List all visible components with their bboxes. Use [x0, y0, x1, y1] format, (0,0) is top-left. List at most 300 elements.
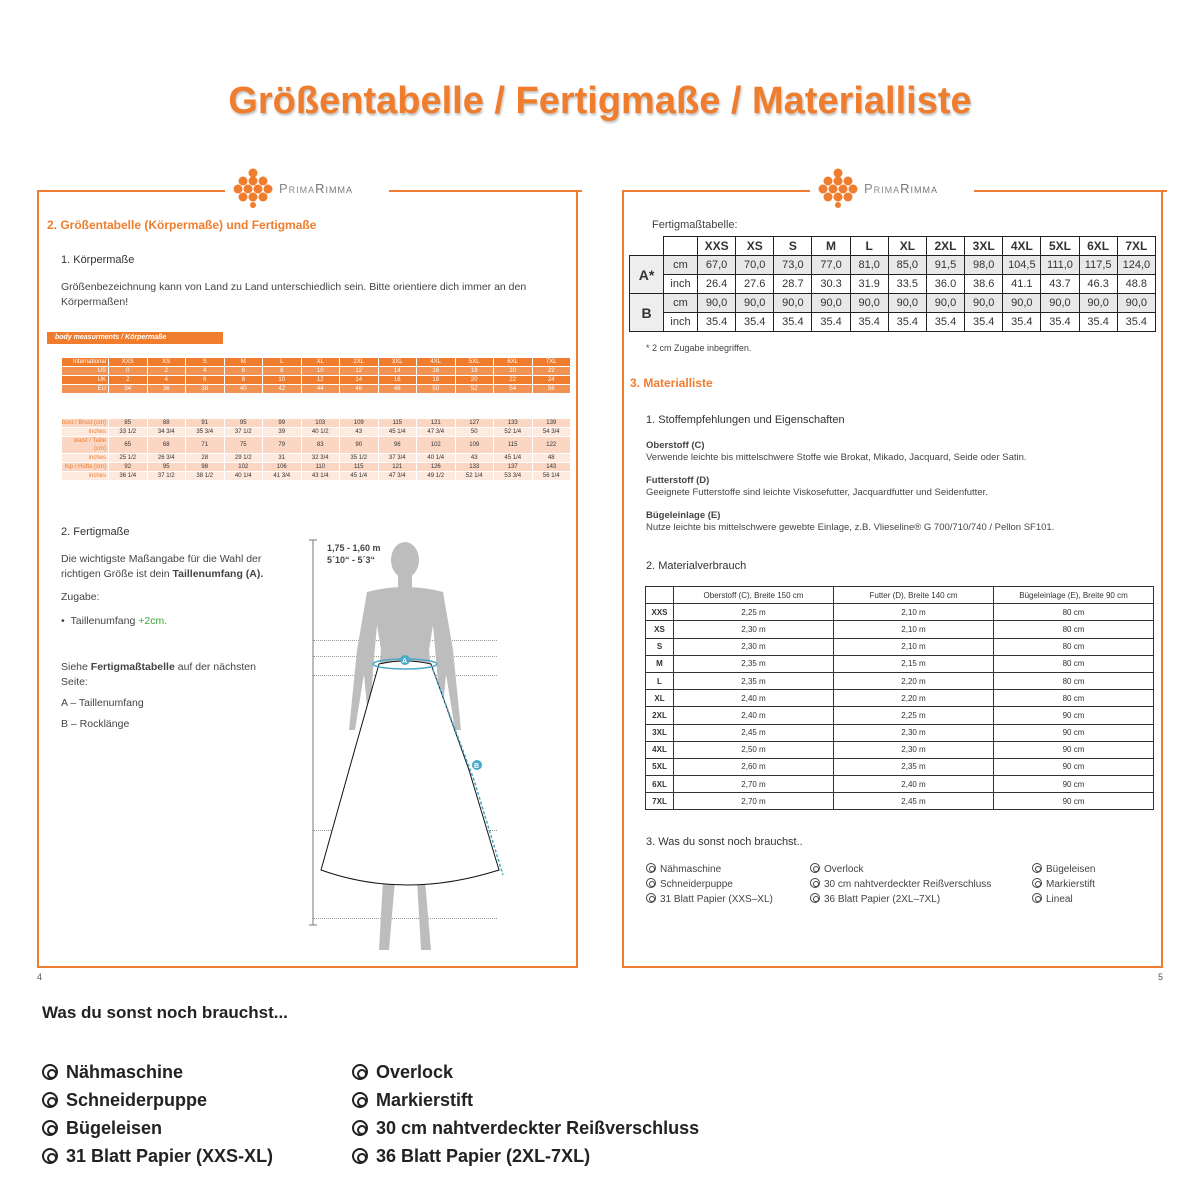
list-item: [810, 892, 991, 907]
list-item-label: 30 cm nahtverdeckter Reißverschluss: [824, 879, 992, 890]
row-header: 6XL: [646, 776, 674, 793]
brand-first: Prima: [864, 180, 901, 196]
table-cell: 102: [417, 437, 455, 453]
fabric-e-text: Nutze leichte bis mittelschwere gewebte Einlage, z.B. Vlieseline® G 700/710/740 / Pellon SF101.: [646, 522, 1055, 534]
body-measures-label: body measurments / Körpermaße: [47, 332, 223, 344]
table-cell: 35.4: [698, 313, 736, 332]
table-cell: 14: [379, 367, 417, 375]
list-item-label: 31 Blatt Papier (XXS-XL): [66, 1146, 274, 1166]
table-row: [646, 758, 1154, 775]
column-header: 4XL: [1003, 237, 1041, 256]
table-corner: [646, 587, 674, 604]
table-cell: 73,0: [774, 256, 812, 275]
table-cell: 0: [109, 367, 147, 375]
table-cell: 54: [494, 385, 532, 393]
fabric-c: [646, 440, 1027, 465]
list-item: [810, 877, 991, 892]
list-item-label: 31 Blatt Papier (XXS–XL): [660, 894, 773, 905]
table-cell: 2,10 m: [834, 621, 994, 638]
body-measures-heading: 1. Körpermaße: [61, 254, 135, 266]
unit-label: inch: [664, 313, 698, 332]
row-header: inches: [62, 454, 108, 462]
column-header: Futter (D), Breite 140 cm: [834, 587, 994, 604]
table-cell: 35.4: [1079, 313, 1117, 332]
row-header: XS: [646, 621, 674, 638]
brand-logo: [227, 168, 357, 208]
list-item-label: 36 Blatt Papier (2XL–7XL): [824, 894, 941, 905]
table-cell: 2,15 m: [834, 655, 994, 672]
fabric-c-text: Verwende leichte bis mittelschwere Stoffe wie Brokat, Mikado, Jacquard, Seide oder Satin.: [646, 452, 1027, 464]
table-corner: [630, 237, 664, 256]
table-corner: [664, 237, 698, 256]
table-cell: 124,0: [1117, 256, 1155, 275]
spiral-bullet-icon: [1032, 893, 1042, 903]
table-cell: 4: [148, 376, 186, 384]
spiral-bullet-icon: [42, 1148, 58, 1164]
table-cell: 37 1/2: [148, 472, 186, 480]
table-row: [646, 604, 1154, 621]
table-cell: 48.8: [1117, 275, 1155, 294]
table-cell: 54 3/4: [533, 428, 571, 436]
table-cell: 77,0: [812, 256, 850, 275]
list-item: [352, 1058, 699, 1086]
table-cell: 90 cm: [994, 793, 1154, 810]
table-cell: XL: [302, 358, 340, 366]
table-cell: 90 cm: [994, 741, 1154, 758]
table-cell: 2,25 m: [674, 604, 834, 621]
table-cell: 49 1/2: [417, 472, 455, 480]
spiral-bullet-icon: [1032, 878, 1042, 888]
finished-measures-text: [61, 552, 291, 582]
table-cell: S: [186, 358, 224, 366]
table-cell: 79: [263, 437, 301, 453]
table-row: [646, 724, 1154, 741]
fabric-d-text: Geeignete Futterstoffe sind leichte Viskosefutter, Jacquardfutter und Seidenfutter.: [646, 487, 988, 499]
table-cell: 104,5: [1003, 256, 1041, 275]
table-cell: 56: [533, 385, 571, 393]
table-cell: 45 1/4: [494, 454, 532, 462]
see-table-text: [61, 660, 281, 690]
table-cell: 2: [148, 367, 186, 375]
table-cell: 133: [456, 463, 494, 471]
spiral-bullet-icon: [42, 1064, 58, 1080]
list-item-label: 30 cm nahtverdeckter Reißverschluss: [376, 1118, 700, 1138]
row-header: UK: [62, 376, 108, 384]
finished-measures-table: [629, 236, 1156, 332]
column-header: XL: [888, 237, 926, 256]
table-cell: 90,0: [1003, 294, 1041, 313]
row-header: 4XL: [646, 741, 674, 758]
table-cell: 52 1/4: [456, 472, 494, 480]
table-cell: 45 1/4: [379, 428, 417, 436]
table-cell: 50: [456, 428, 494, 436]
table-cell: 36: [148, 385, 186, 393]
table-cell: 18: [456, 367, 494, 375]
zugabe-item-label: Taillenumfang: [70, 615, 136, 627]
table-cell: 27.6: [736, 275, 774, 294]
table-cell: 98,0: [965, 256, 1003, 275]
column-header: S: [774, 237, 812, 256]
table-cell: 6: [186, 376, 224, 384]
height-imperial: 5´10“ - 5´3“: [327, 554, 376, 565]
table-cell: 117,5: [1079, 256, 1117, 275]
table-cell: 35.4: [774, 313, 812, 332]
table-cell: 90,0: [698, 294, 736, 313]
table-row: [62, 463, 570, 471]
fabric-c-title: Oberstoff (C): [646, 440, 705, 451]
table-cell: 47 3/4: [417, 428, 455, 436]
list-item-label: Nähmaschine: [66, 1062, 184, 1082]
finished-measures-heading: 2. Fertigmaße: [61, 526, 130, 538]
table-cell: 2,35 m: [674, 655, 834, 672]
table-cell: 8: [263, 367, 301, 375]
list-item: [1032, 862, 1095, 877]
spiral-bullet-icon: [42, 1092, 58, 1108]
table-cell: 26.4: [698, 275, 736, 294]
table-cell: 115: [340, 463, 378, 471]
page-top-border: [622, 190, 810, 192]
table-cell: 53 3/4: [494, 472, 532, 480]
list-item-label: Schneiderpuppe: [660, 879, 733, 890]
table-cell: XXS: [109, 358, 147, 366]
spiral-bullet-icon: [352, 1092, 368, 1108]
list-item: [42, 1114, 273, 1142]
table-cell: 26 3/4: [148, 454, 186, 462]
table-cell: 10: [263, 376, 301, 384]
table-cell: 121: [379, 463, 417, 471]
list-item: [42, 1142, 273, 1170]
table-cell: 50: [417, 385, 455, 393]
table-cell: 42: [263, 385, 301, 393]
table-cell: 92: [109, 463, 147, 471]
row-header: International: [62, 358, 108, 366]
table-cell: 33 1/2: [109, 428, 147, 436]
zugabe-label: Zugabe:: [61, 591, 100, 603]
column-header: 5XL: [1041, 237, 1079, 256]
spiral-bullet-icon: [42, 1120, 58, 1136]
list-item-label: Bügeleisen: [66, 1118, 163, 1138]
table-cell: 40 1/2: [302, 428, 340, 436]
table-cell: 80 cm: [994, 690, 1154, 707]
fabric-d: [646, 475, 988, 500]
table-cell: XS: [148, 358, 186, 366]
table-cell: 121: [417, 419, 455, 427]
brand-name: [279, 181, 353, 196]
table-cell: 90,0: [888, 294, 926, 313]
row-header: waist / Taille (cm): [62, 437, 108, 453]
table-cell: 2,45 m: [834, 793, 994, 810]
table-cell: 2,20 m: [834, 672, 994, 689]
spiral-bullet-icon: [352, 1120, 368, 1136]
table-cell: 2,40 m: [834, 776, 994, 793]
table-cell: 115: [494, 437, 532, 453]
table-header-row: [646, 587, 1154, 604]
main-title: Größentabelle / Fertigmaße / Materialliste: [228, 80, 972, 122]
section-title-size-table: 2. Größentabelle (Körpermaße) und Fertigmaße: [47, 218, 317, 232]
table-cell: 137: [494, 463, 532, 471]
extra-list-col3: [1032, 862, 1095, 907]
list-item-label: Overlock: [376, 1062, 454, 1082]
table-row: [646, 776, 1154, 793]
table-cell: 122: [533, 437, 571, 453]
table-cell: 2,50 m: [674, 741, 834, 758]
table-cell: 2,10 m: [834, 604, 994, 621]
row-header: EU: [62, 385, 108, 393]
table-cell: 20: [456, 376, 494, 384]
table-cell: 70,0: [736, 256, 774, 275]
table-row: [646, 638, 1154, 655]
see-text: Siehe: [61, 661, 91, 673]
column-header: M: [812, 237, 850, 256]
list-item-label: Lineal: [1046, 894, 1073, 905]
row-header: M: [646, 655, 674, 672]
table-row: [646, 690, 1154, 707]
row-header: 5XL: [646, 758, 674, 775]
spiral-bullet-icon: [810, 878, 820, 888]
table-cell: 39: [263, 428, 301, 436]
table-cell: 36 1/4: [109, 472, 147, 480]
table-cell: 133: [494, 419, 532, 427]
table-cell: 37 3/4: [379, 454, 417, 462]
table-row: [62, 437, 570, 453]
table-cell: 109: [340, 419, 378, 427]
table-cell: 2,35 m: [674, 672, 834, 689]
table-cell: 18: [417, 376, 455, 384]
table-cell: 2: [109, 376, 147, 384]
table-cell: 43 1/4: [302, 472, 340, 480]
zugabe-item: • Taillenumfang +2cm.: [61, 615, 168, 627]
table-cell: 6: [225, 367, 263, 375]
table-row: [62, 419, 570, 427]
table-cell: 4: [186, 367, 224, 375]
table-cell: 91: [186, 419, 224, 427]
table-row: [646, 672, 1154, 689]
table-cell: 12: [302, 376, 340, 384]
table-cell: 47 3/4: [379, 472, 417, 480]
list-item-label: Markierstift: [1046, 879, 1095, 890]
table-cell: 2,45 m: [674, 724, 834, 741]
spiral-bullet-icon: [352, 1064, 368, 1080]
table-cell: 85,0: [888, 256, 926, 275]
extra-heading: 3. Was du sonst noch brauchst..: [646, 836, 803, 848]
table-row: [62, 367, 570, 375]
table-cell: 68: [148, 437, 186, 453]
row-header: inches: [62, 428, 108, 436]
table-row: [62, 472, 570, 480]
table-cell: 90,0: [736, 294, 774, 313]
row-header: bust / Brust (cm): [62, 420, 107, 426]
spiral-bullet-icon: [810, 893, 820, 903]
row-header: hip / Hüfte (cm): [62, 463, 108, 471]
table-cell: 41.1: [1003, 275, 1041, 294]
group-label: B: [630, 294, 664, 332]
table-cell: 2,30 m: [834, 724, 994, 741]
table-cell: 88: [148, 419, 186, 427]
list-item-label: Schneiderpuppe: [66, 1090, 208, 1110]
table-cell: 71: [186, 437, 224, 453]
table-cell: 96: [379, 437, 417, 453]
spiral-bullet-icon: [1032, 863, 1042, 873]
table-cell: 80 cm: [994, 638, 1154, 655]
table-cell: 45 1/4: [340, 472, 378, 480]
table-cell: 110: [302, 463, 340, 471]
row-header: 2XL: [646, 707, 674, 724]
table-cell: 127: [456, 419, 494, 427]
table-cell: 16: [417, 367, 455, 375]
fm-note: * 2 cm Zugabe inbegriffen.: [646, 343, 752, 353]
unit-label: inch: [664, 275, 698, 294]
body-measurement-table: [61, 418, 571, 481]
brand-name: [864, 181, 938, 196]
table-cell: 90 cm: [994, 724, 1154, 741]
table-cell: 90,0: [926, 294, 964, 313]
table-cell: 24: [533, 376, 571, 384]
table-cell: 38 1/2: [186, 472, 224, 480]
table-cell: 35.4: [736, 313, 774, 332]
table-cell: 111,0: [1041, 256, 1079, 275]
legend-a: A – Taillenumfang: [61, 697, 144, 709]
bottom-list-col1: [42, 1058, 273, 1170]
table-cell: 2,70 m: [674, 776, 834, 793]
table-cell: 16: [379, 376, 417, 384]
table-cell: 35 3/4: [186, 428, 224, 436]
table-cell: 90 cm: [994, 776, 1154, 793]
spiral-bullet-icon: [810, 863, 820, 873]
table-row: [62, 376, 570, 384]
spiral-bullet-icon: [646, 893, 656, 903]
table-row: [646, 655, 1154, 672]
table-cell: 43: [340, 428, 378, 436]
table-cell: 90,0: [965, 294, 1003, 313]
table-cell: 7XL: [533, 358, 571, 366]
table-cell: 2,35 m: [834, 758, 994, 775]
list-item-label: Nähmaschine: [660, 864, 722, 875]
table-cell: 28.7: [774, 275, 812, 294]
table-cell: 32 3/4: [302, 454, 340, 462]
legend-b: B – Rocklänge: [61, 718, 130, 730]
row-header: US: [62, 367, 108, 375]
see-text-bold: Fertigmaßtabelle: [90, 661, 175, 673]
table-cell: 29 1/2: [225, 454, 263, 462]
list-item-label: 36 Blatt Papier (2XL-7XL): [376, 1146, 591, 1166]
table-cell: 2XL: [340, 358, 378, 366]
page-right: [622, 180, 1164, 982]
table-cell: 35.4: [1041, 313, 1079, 332]
table-cell: 90,0: [774, 294, 812, 313]
table-cell: 30.3: [812, 275, 850, 294]
list-item: [352, 1142, 699, 1170]
table-cell: 43.7: [1041, 275, 1079, 294]
row-header: 3XL: [646, 724, 674, 741]
column-header: XS: [736, 237, 774, 256]
column-header: 6XL: [1079, 237, 1117, 256]
table-cell: 143: [533, 463, 571, 471]
table-row: [630, 275, 1156, 294]
table-cell: 40 1/4: [417, 454, 455, 462]
table-cell: 52 1/4: [494, 428, 532, 436]
row-header: 7XL: [646, 793, 674, 810]
table-cell: 2,10 m: [834, 638, 994, 655]
table-cell: 90,0: [1079, 294, 1117, 313]
table-row: [62, 358, 570, 366]
row-header: XL: [646, 690, 674, 707]
table-cell: L: [263, 358, 301, 366]
table-cell: 46: [340, 385, 378, 393]
table-cell: 35 1/2: [340, 454, 378, 462]
table-cell: 2,25 m: [834, 707, 994, 724]
table-cell: 95: [225, 419, 263, 427]
row-header: S: [646, 638, 674, 655]
fabric-e: [646, 510, 1054, 535]
unit-label: cm: [664, 294, 698, 313]
figure-illustration: [309, 530, 509, 960]
spiral-bullet-icon: [352, 1148, 368, 1164]
list-item: [810, 862, 991, 877]
table-cell: 5XL: [456, 358, 494, 366]
list-item: [1032, 877, 1095, 892]
table-cell: 31: [263, 454, 301, 462]
table-cell: 46.3: [1079, 275, 1117, 294]
table-cell: 90,0: [850, 294, 888, 313]
marker-b-label: B: [474, 763, 480, 770]
table-cell: 99: [263, 419, 301, 427]
table-cell: 35.4: [1003, 313, 1041, 332]
table-cell: 2,30 m: [674, 621, 834, 638]
list-item-label: Bügeleisen: [1046, 864, 1096, 875]
size-conversion-table: [61, 357, 571, 394]
column-header: 2XL: [926, 237, 964, 256]
marker-a-label: A: [402, 658, 408, 665]
table-cell: 2,40 m: [674, 707, 834, 724]
table-cell: 90 cm: [994, 758, 1154, 775]
page-left: [37, 180, 578, 982]
table-cell: 20: [494, 367, 532, 375]
table-cell: 41 3/4: [263, 472, 301, 480]
list-item-label: Markierstift: [376, 1090, 474, 1110]
list-item: [646, 892, 773, 907]
material-usage-table: [645, 586, 1154, 810]
extra-list-col2: [810, 862, 991, 907]
row-header: inches: [62, 472, 108, 480]
list-item: [1032, 892, 1095, 907]
table-cell: 80 cm: [994, 655, 1154, 672]
page-top-border: [389, 190, 582, 192]
table-cell: 25 1/2: [109, 454, 147, 462]
table-cell: 43: [456, 454, 494, 462]
table-cell: 40 1/4: [225, 472, 263, 480]
table-row: [630, 256, 1156, 275]
see-text-end: auf der nächsten Seite:: [61, 661, 256, 689]
table-cell: 22: [494, 376, 532, 384]
table-cell: 35.4: [812, 313, 850, 332]
table-cell: 80 cm: [994, 672, 1154, 689]
table-row: [630, 294, 1156, 313]
table-cell: 14: [340, 376, 378, 384]
table-cell: 44: [302, 385, 340, 393]
list-item: [646, 877, 773, 892]
table-cell: 109: [456, 437, 494, 453]
table-cell: 139: [533, 419, 571, 427]
group-label: A*: [630, 256, 664, 294]
section-title-material: 3. Materialliste: [630, 376, 713, 390]
table-cell: 106: [263, 463, 301, 471]
honeycomb-icon: [816, 168, 860, 208]
fabric-d-title: Futterstoff (D): [646, 475, 710, 486]
spiral-bullet-icon: [646, 878, 656, 888]
table-cell: 126: [417, 463, 455, 471]
table-cell: 35.4: [1117, 313, 1155, 332]
table-cell: 2,30 m: [674, 638, 834, 655]
